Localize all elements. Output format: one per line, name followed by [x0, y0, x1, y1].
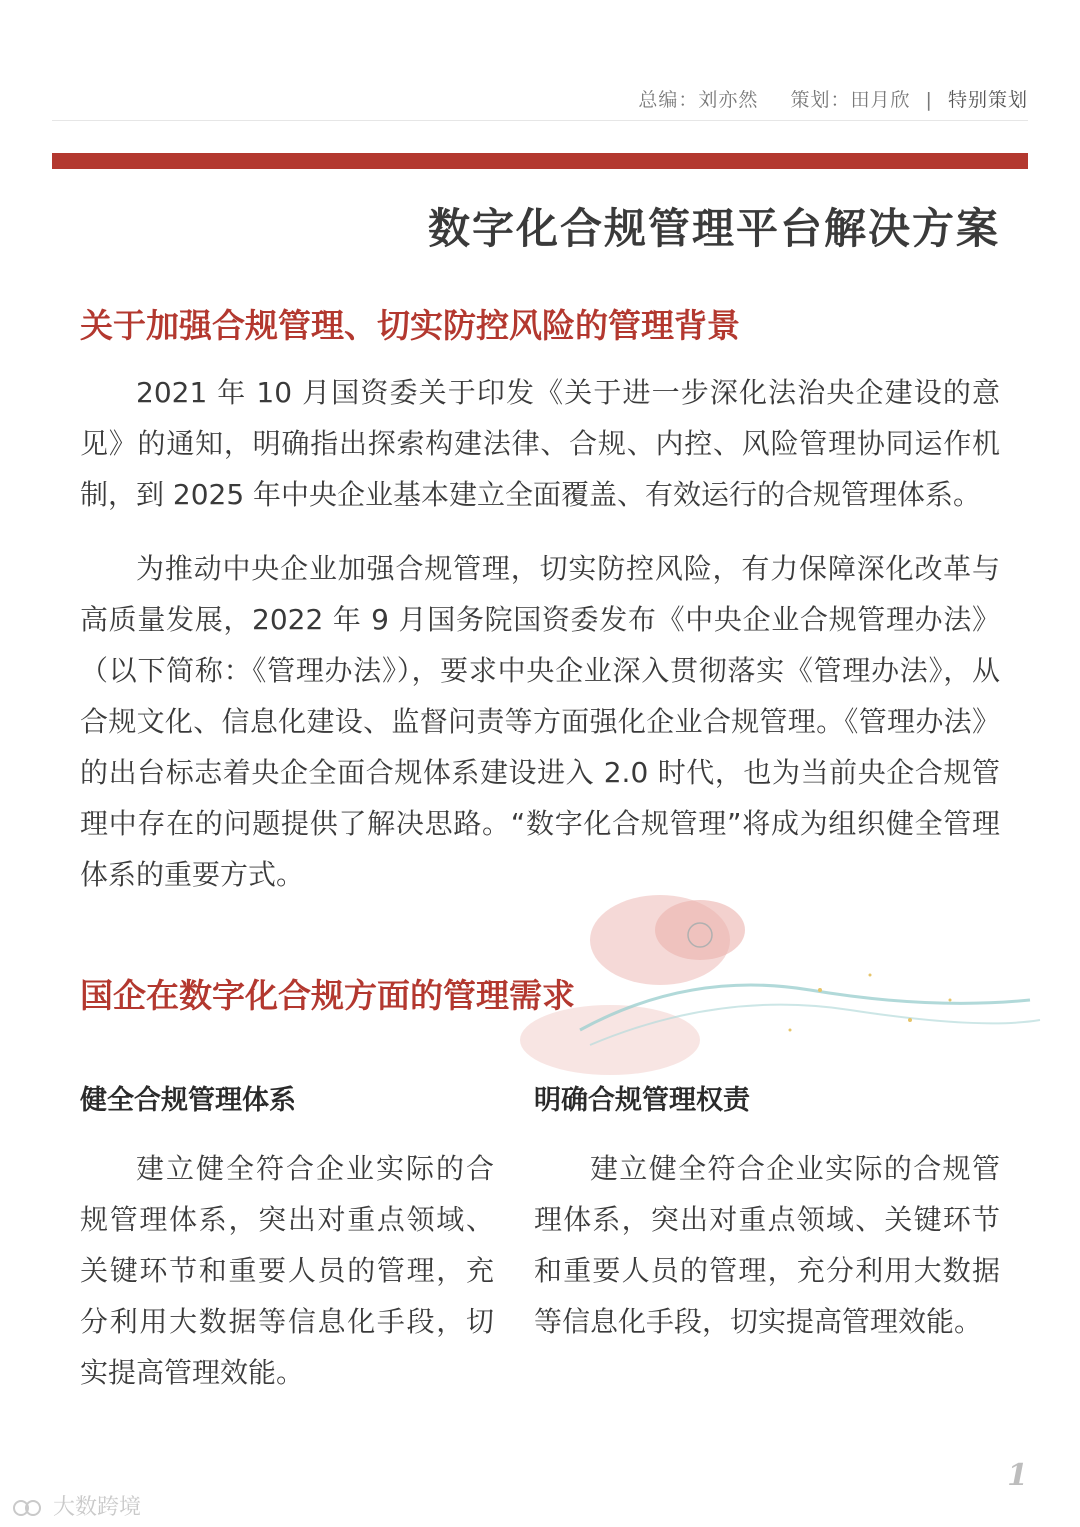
planner-credit: 策划：田月欣	[790, 89, 911, 111]
page-number: 1	[1007, 1458, 1028, 1493]
watermark-logo-icon	[12, 1497, 42, 1519]
section-heading-background: 关于加强合规管理、切实防控风险的管理背景	[80, 306, 740, 345]
column-1-title: 健全合规管理体系	[80, 1085, 296, 1116]
watermark-text: 大数跨境	[53, 1495, 142, 1520]
paragraph-1: 2021 年 10 月国资委关于印发《关于进一步深化法治央企建设的意见》的通知，明确指出探索构建法律、合规、内控、风险管理协同运作机制，到 2025 年中央企业基本建立全面覆盖、有效运行的合规管理体系。	[80, 376, 1000, 511]
column-1-text: 建立健全符合企业实际的合规管理体系，突出对重点领域、关键环节和重要人员的管理，充分利用大数据等信息化手段，切实提高管理效能。	[80, 1152, 494, 1389]
header-divider	[52, 120, 1028, 121]
paragraph-2: 为推动中央企业加强合规管理，切实防控风险，有力保障深化改革与高质量发展，2022 年 9 月国务院国资委发布《中央企业合规管理办法》（以下简称：《管理办法》），要求中央企业深入贯彻落实《管理办法》，从合规文化、信息化建设、监督问责等方面强化企业合规管理。《管理办法》的出台标志着央企全面合规体系建设进入 2.0 时代，也为当前央企合规管理中存在的问题提供了解决思路。“数字化合规管理”将成为组织健全管理体系的重要方式。	[80, 552, 1000, 891]
header-separator: |	[925, 89, 933, 111]
editor-credit: 总编：刘亦然	[638, 89, 759, 111]
title-accent-bar	[52, 153, 1028, 169]
section-heading-needs: 国企在数字化合规方面的管理需求	[80, 976, 575, 1015]
page-title: 数字化合规管理平台解决方案	[427, 204, 1000, 253]
running-header	[638, 85, 1028, 112]
watermark	[12, 1490, 141, 1521]
section-label: 特别策划	[947, 89, 1028, 111]
column-2-text: 建立健全符合企业实际的合规管理体系，突出对重点领域、关键环节和重要人员的管理，充分利用大数据等信息化手段，切实提高管理效能。	[534, 1152, 1000, 1338]
column-2-title: 明确合规管理权责	[534, 1085, 750, 1116]
